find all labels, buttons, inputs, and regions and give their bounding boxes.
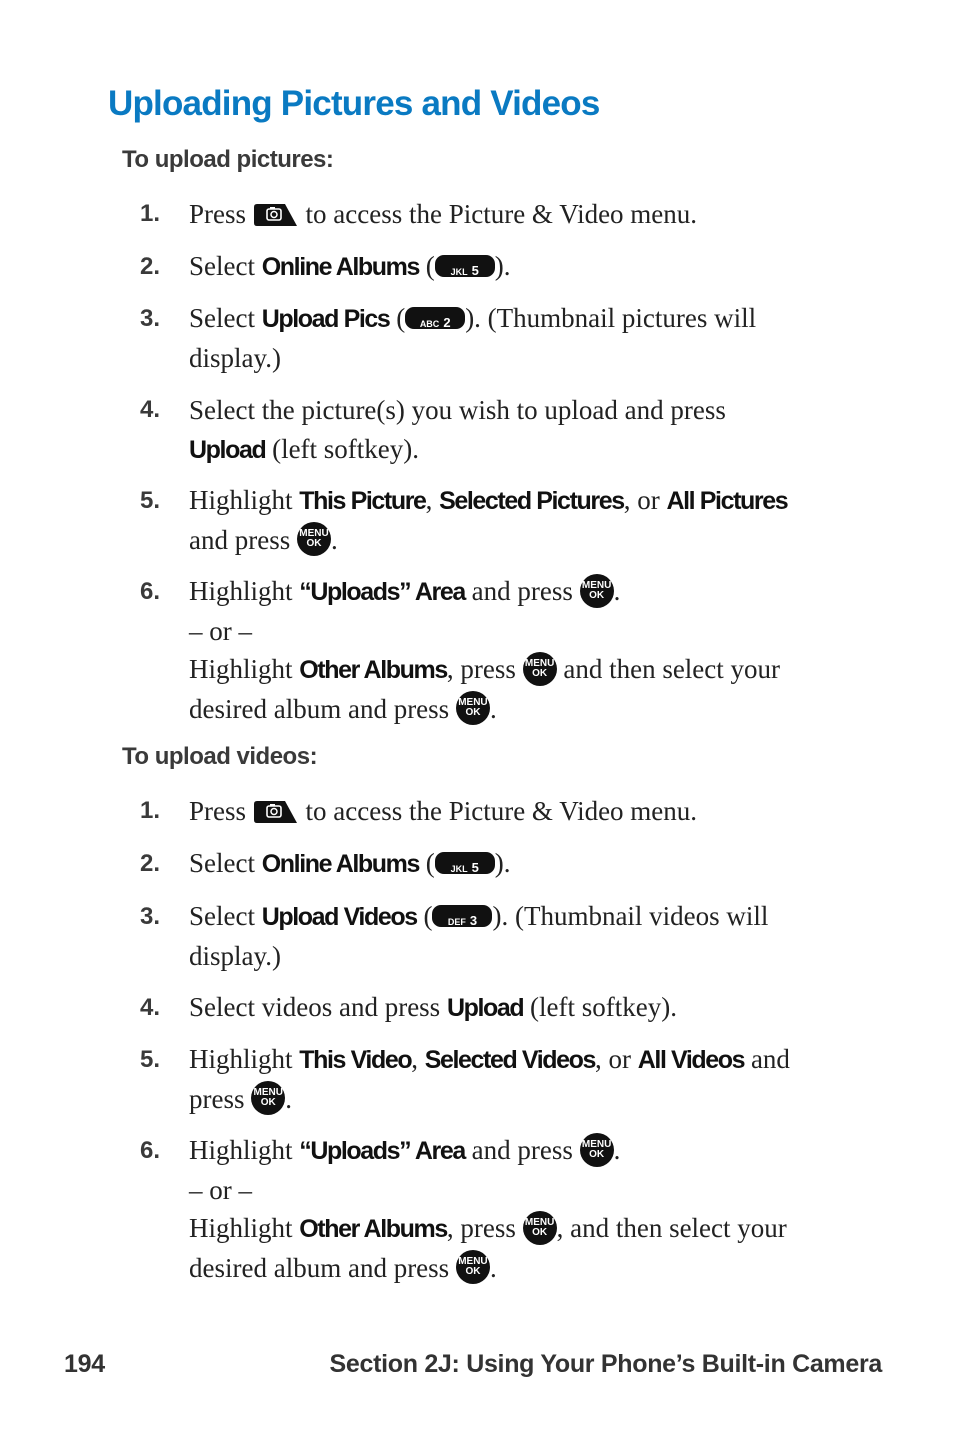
menu-ok-key-icon: MENU OK [523,1211,557,1245]
camera-key-icon [253,797,299,823]
step-number: 4. [140,994,161,1021]
videos-step-1: Press to access the Picture & Video menu. [189,796,698,826]
videos-step-3: Select Upload Videos ( DEF 3 ). (Thumbnail videos will display.) [189,901,769,971]
pictures-step-5: Highlight This Picture, Selected Pictures, or All Pictures and press MENU OK . [189,485,788,555]
page-number: 194 [64,1350,105,1378]
videos-heading: To upload videos: [122,743,318,770]
step-number: 5. [140,1046,161,1073]
pictures-step-2: Select Online Albums ( JKL 5 ). [189,251,511,281]
step-number: 4. [140,396,161,423]
section-title: Section 2J: Using Your Phone’s Built-in Camera [329,1350,882,1378]
videos-step-2: Select Online Albums ( JKL 5 ). [189,848,511,878]
pictures-step-4: Select the picture(s) you wish to upload and press Upload (left softkey). [189,395,726,464]
pictures-step-3: Select Upload Pics ( ABC 2 ). (Thumbnail pictures will display.) [189,303,757,373]
pictures-heading: To upload pictures: [122,146,334,173]
jkl5-key-icon: JKL 5 [435,255,495,277]
def3-key-icon: DEF 3 [432,905,492,927]
pictures-step-1: Press to access the Picture & Video menu. [189,199,698,229]
step-number: 3. [140,305,161,332]
abc2-key-icon: ABC 2 [405,307,465,329]
jkl5-key-icon: JKL 5 [435,852,495,874]
page-title: Uploading Pictures and Videos [108,84,600,123]
menu-ok-key-icon: MENU OK [456,691,490,725]
step-number: 5. [140,487,161,514]
step-number: 1. [140,200,161,227]
videos-step-5: Highlight This Video, Selected Videos, or All Videos and press MENU OK . [189,1044,790,1114]
menu-ok-key-icon: MENU OK [523,652,557,686]
videos-step-4: Select videos and press Upload (left softkey). [189,992,677,1022]
camera-key-icon [253,200,299,226]
videos-step-6: Highlight “Uploads” Area and press MENU OK . – or – Highlight Other Albums, press MENU OK , and then select your desired album and press MENU OK . [189,1131,869,1287]
menu-ok-key-icon: MENU OK [580,1133,614,1167]
menu-ok-key-icon: MENU OK [251,1081,285,1115]
step-number: 2. [140,850,161,877]
menu-ok-key-icon: MENU OK [297,522,331,556]
step-number: 1. [140,797,161,824]
menu-ok-key-icon: MENU OK [580,574,614,608]
menu-ok-key-icon: MENU OK [456,1250,490,1284]
pictures-step-6: Highlight “Uploads” Area and press MENU OK . – or – Highlight Other Albums, press MENU OK and then select your desired album and press MENU OK . [189,572,869,728]
step-number: 6. [140,578,161,605]
step-number: 3. [140,903,161,930]
step-number: 6. [140,1137,161,1164]
step-number: 2. [140,253,161,280]
